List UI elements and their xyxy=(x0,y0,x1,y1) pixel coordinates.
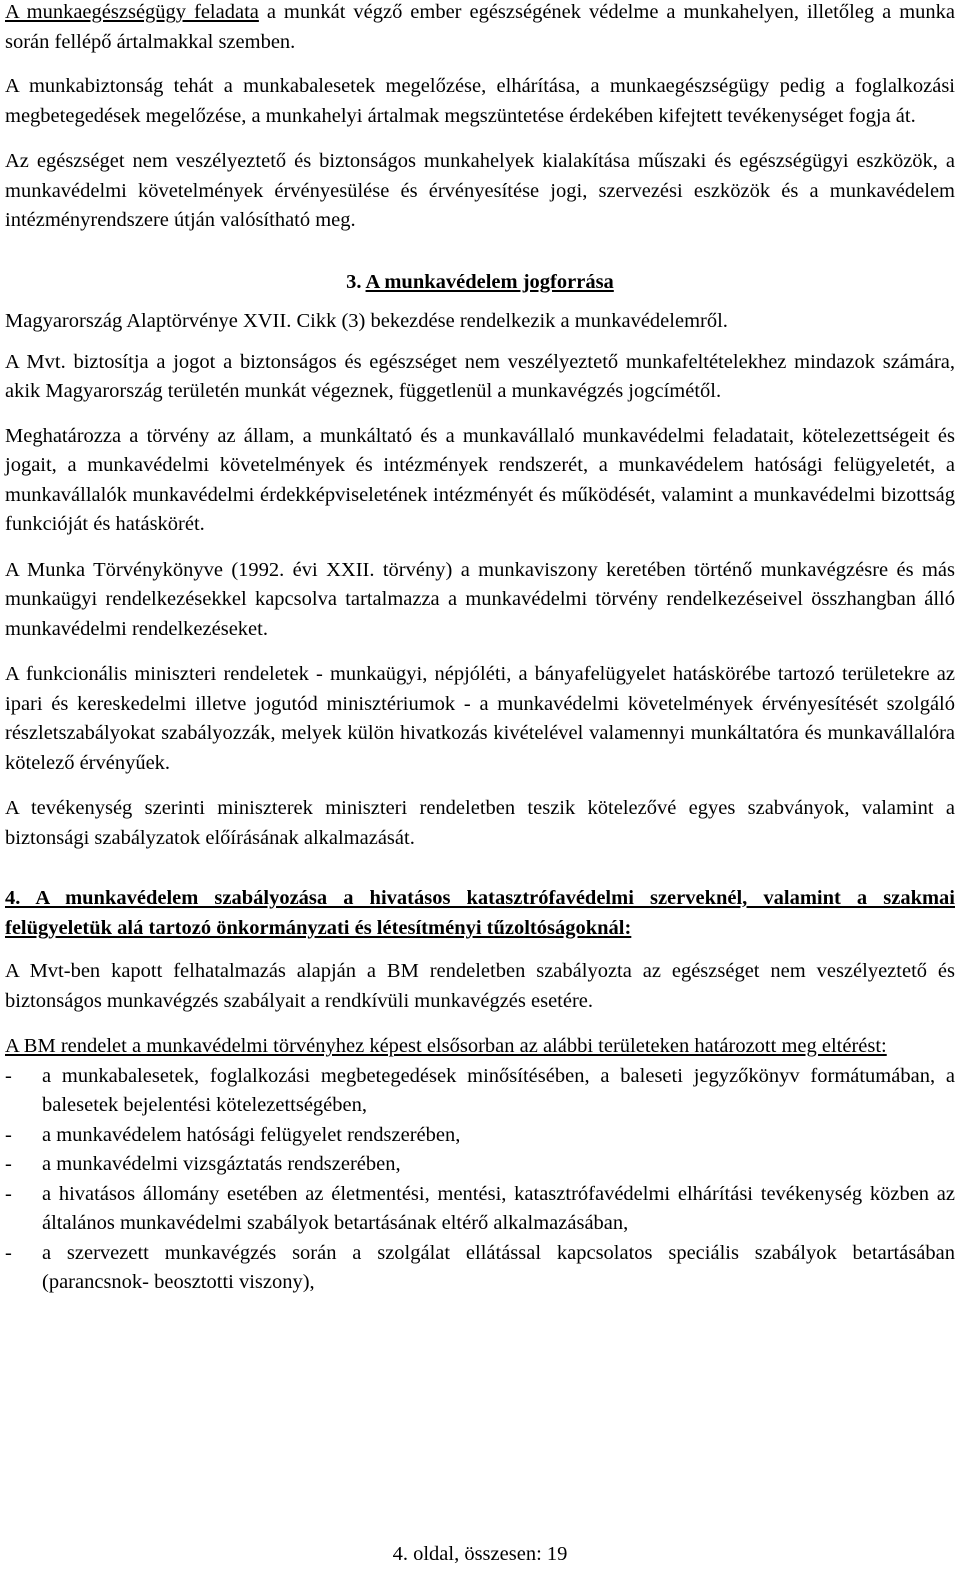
paragraph-1 xyxy=(5,0,955,57)
list-item xyxy=(5,1180,955,1239)
list-item-text: a szervezett munkavégzés során a szolgálat ellátással kapcsolatos speciális szabályok betartásában (parancsnok- beosztotti viszony), xyxy=(42,1241,955,1293)
paragraph-10: A Mvt-ben kapott felhatalmazás alapján a BM rendeletben szabályozta az egészséget nem veszélyeztető és biztonságos munkavégzés szabályait a rendkívüli munkavégzés esetére. xyxy=(5,960,955,1012)
paragraph-6: Meghatározza a törvény az állam, a munkáltató és a munkavállaló munkavédelmi feladatait, kötelezettségeit és jogait, a munkavédelmi követelmények és intézmények rendszerét, a munkavédelem hatósági felügyeletét, a munkavállalók munkavédelmi érdekképviseletének intézményét és működését, valamint a munkavédelmi bizottság funkcióját és hatáskörét. xyxy=(5,424,955,535)
list-item-text: a munkavédelmi vizsgáztatás rendszerében, xyxy=(42,1153,401,1175)
section-3-number: 3. xyxy=(346,270,366,293)
page-footer: 4. oldal, összesen: 19 xyxy=(392,1543,568,1565)
list-item xyxy=(5,1062,955,1121)
paragraph-2: A munkabiztonság tehát a munkabalesetek megelőzése, elhárítása, a munkaegészségügy pedig a foglalkozási megbetegedések megelőzése, a munkahelyi ártalmak megszüntetése érdekében kifejtett tevékenységet fogja át. xyxy=(5,75,955,127)
paragraph-9: A tevékenység szerinti miniszterek miniszteri rendeletben teszik kötelezővé egyes szabványok, valamint a biztonsági szabályzatok előírásának alkalmazását. xyxy=(5,797,955,849)
list-dash: - xyxy=(5,1123,12,1146)
section-4-heading: 4. A munkavédelem szabályozása a hivatásos katasztrófavédelmi szerveknél, valamint a szakmai felügyeletük alá tartozó önkormányzati és létesítményi tűzoltóságoknál: xyxy=(5,887,955,939)
list-item-text: a munkavédelem hatósági felügyelet rendszerében, xyxy=(42,1123,461,1146)
list-dash: - xyxy=(5,1064,12,1087)
list-dash: - xyxy=(5,1241,12,1264)
list-item xyxy=(5,1239,955,1298)
list-item-text: a munkabalesetek, foglalkozási megbetegedések minősítésében, a baleseti jegyzőkönyv formátumában, a balesetek bejelentési kötelezettségében, xyxy=(42,1064,955,1116)
paragraph-8: A funkcionális miniszteri rendeletek - munkaügyi, népjóléti, a bányafelügyelet hatáskörébe tartozó területekre az ipari és kereskedelmi illetve jogutód minisztériumok - a munkavédelmi követelmények érvényesítését szolgáló részletszabályokat szabályozzák, melyek külön hivatkozás kivételével valamennyi munkáltatóra és munkavállalóra kötelező érvényűek. xyxy=(5,663,955,774)
term-munkaegeszsegugy: A munkaegészségügy feladata xyxy=(5,1,259,23)
paragraph-3: Az egészséget nem veszélyeztető és biztonságos munkahelyek kialakítása műszaki és egészségügyi eszközök, a munkavédelmi követelmények érvényesülése és érvényesítése jogi, szervezési eszközök és a munkavédelem intézményrendszere útján valósítható meg. xyxy=(5,150,955,231)
paragraph-4: Magyarország Alaptörvénye XVII. Cikk (3) bekezdése rendelkezik a munkavédelemről. xyxy=(5,310,728,332)
list-item xyxy=(5,1121,955,1151)
section-3-heading xyxy=(5,268,955,298)
list-item-text: a hivatásos állomány esetében az életmentési, mentési, katasztrófavédelmi elhárítási tevékenység közben az általános munkavédelmi szabályok betartásának eltérő alkalmazásában, xyxy=(42,1182,955,1234)
document-page xyxy=(5,0,955,1298)
deviation-list xyxy=(5,1062,955,1298)
paragraph-11: A BM rendelet a munkavédelmi törvényhez képest elsősorban az alábbi területeken határozott meg eltérést: xyxy=(5,1035,887,1057)
paragraph-1-text: a munkát végző ember egészségének védelme a munkahelyen, illetőleg a munka során fellépő ártalmakkal szemben. xyxy=(5,1,955,53)
paragraph-7: A Munka Törvénykönyve (1992. évi XXII. törvény) a munkaviszony keretében történő munkavégzésre és más munkaügyi rendelkezésekkel kapcsolva tartalmazza a munkavédelmi törvény rendelkezéseivel összhangban álló munkavédelmi rendelkezéseket. xyxy=(5,558,955,640)
list-item xyxy=(5,1150,955,1180)
list-dash: - xyxy=(5,1153,12,1175)
paragraph-5: A Mvt. biztosítja a jogot a biztonságos és egészséget nem veszélyeztető munkafeltételekhez mindazok számára, akik Magyarország területén munkát végeznek, függetlenül a munkavégzés jogcímétől. xyxy=(5,350,955,402)
section-3-title: A munkavédelem jogforrása xyxy=(365,270,614,293)
list-dash: - xyxy=(5,1182,12,1205)
